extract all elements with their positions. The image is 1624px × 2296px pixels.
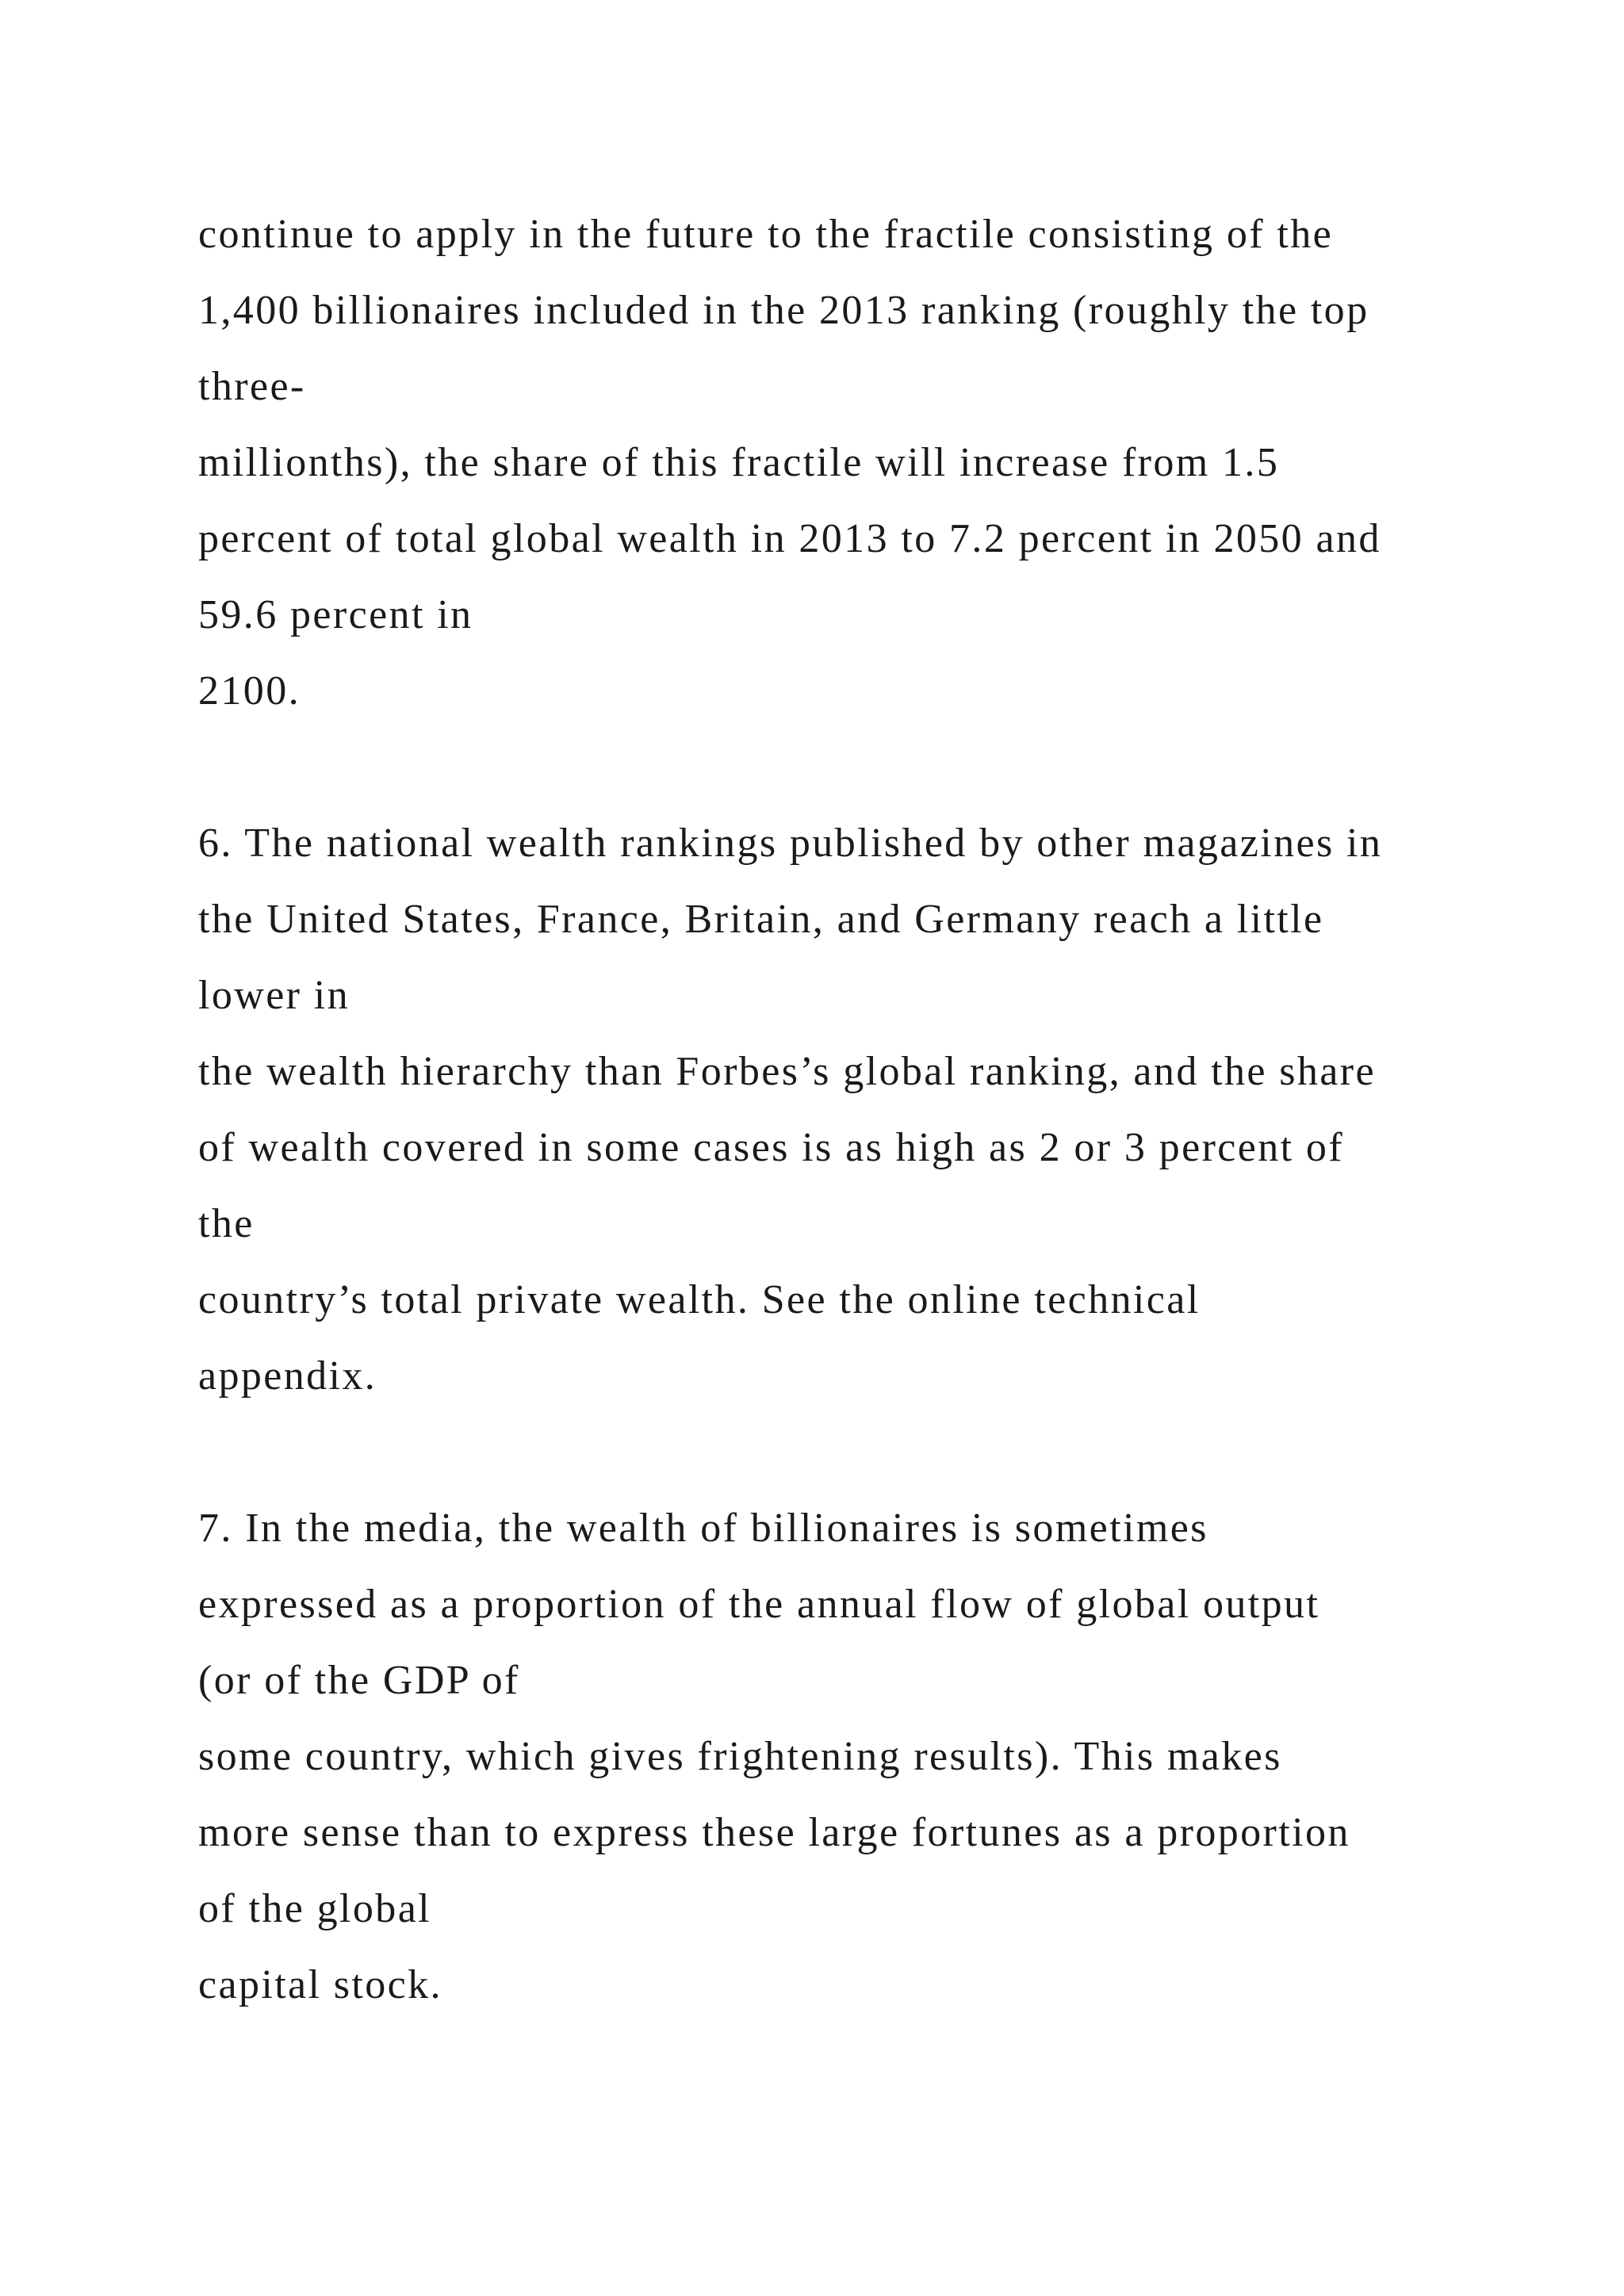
text-line: 6. The national wealth rankings published by other magazines in — [198, 821, 1383, 866]
text-line: 2100. — [198, 668, 301, 714]
paragraph-gap — [198, 729, 1546, 806]
text-line: continue to apply in the future to the fractile consisting of the — [198, 212, 1334, 257]
paragraph-note-7 — [198, 1490, 1546, 2023]
body-text — [198, 197, 1546, 2023]
text-line: the — [198, 1201, 255, 1246]
text-line: three- — [198, 364, 306, 409]
text-line: lower in — [198, 973, 350, 1018]
text-line: some country, which gives frightening results). This makes — [198, 1734, 1282, 1779]
text-line: millionths), the share of this fractile will increase from 1.5 — [198, 440, 1280, 485]
text-line: appendix. — [198, 1353, 377, 1399]
text-line: 1,400 billionaires included in the 2013 ranking (roughly the top — [198, 288, 1369, 333]
text-line: country’s total private wealth. See the online technical — [198, 1277, 1201, 1322]
text-line: (or of the GDP of — [198, 1658, 520, 1703]
text-line: the wealth hierarchy than Forbes’s global ranking, and the share — [198, 1049, 1376, 1094]
text-line: 59.6 percent in — [198, 592, 473, 637]
text-line: 7. In the media, the wealth of billionaires is sometimes — [198, 1506, 1208, 1551]
text-line: the United States, France, Britain, and Germany reach a little — [198, 897, 1324, 942]
text-line: more sense than to express these large fortunes as a proportion — [198, 1810, 1350, 1855]
paragraph-note-6 — [198, 806, 1546, 1414]
text-line: percent of total global wealth in 2013 to 7.2 percent in 2050 and — [198, 516, 1381, 561]
paragraph-gap — [198, 1414, 1546, 1490]
text-line: expressed as a proportion of the annual flow of global output — [198, 1582, 1320, 1627]
paragraph-continuation — [198, 197, 1546, 729]
text-line: of wealth covered in some cases is as high as 2 or 3 percent of — [198, 1125, 1345, 1170]
text-line: capital stock. — [198, 1962, 442, 2007]
text-line: of the global — [198, 1886, 432, 1931]
